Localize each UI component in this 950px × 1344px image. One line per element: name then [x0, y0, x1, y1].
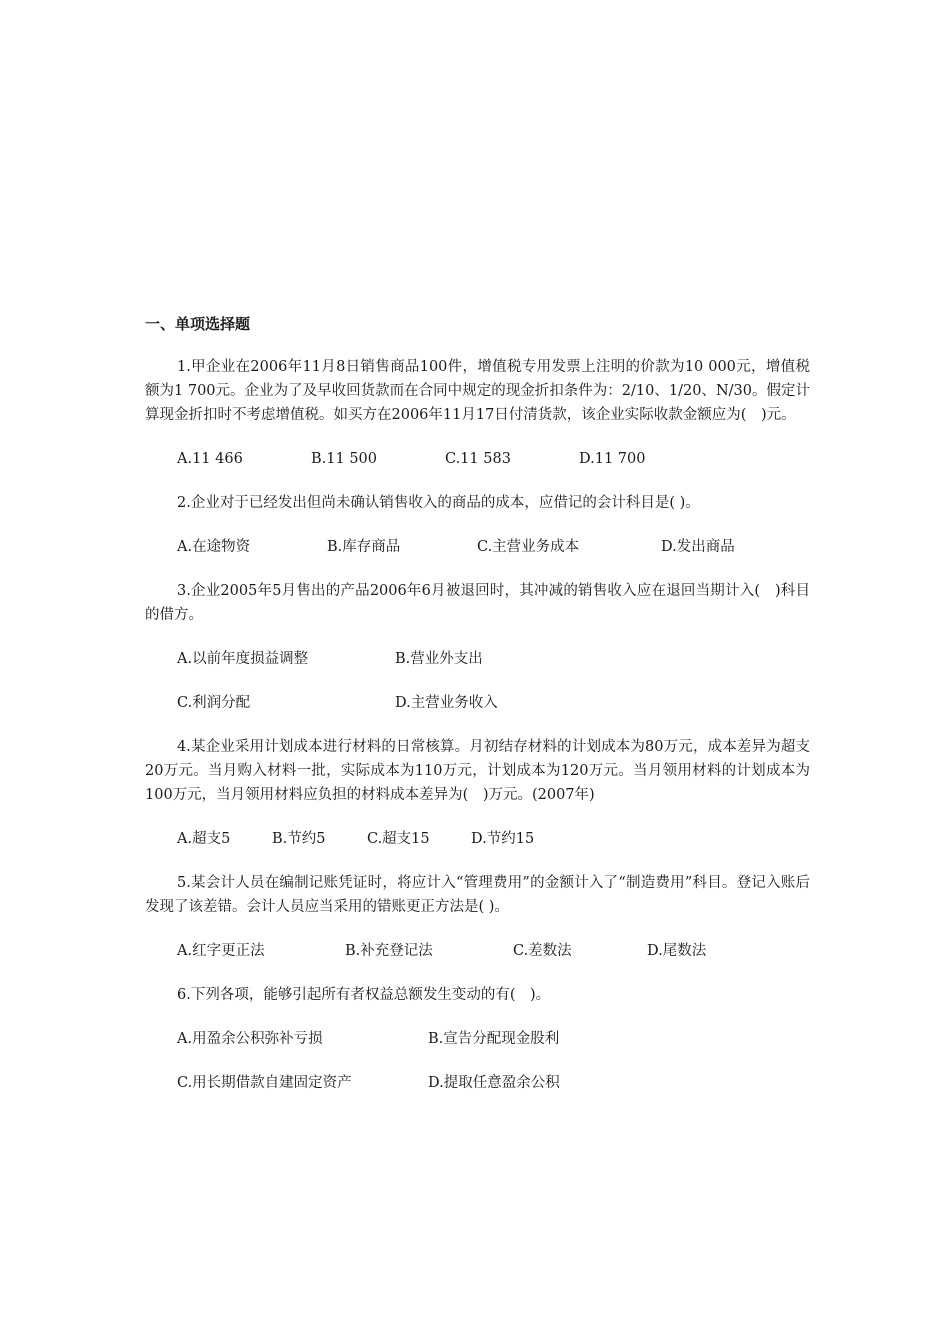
question-2: 2.企业对于已经发出但尚未确认销售收入的商品的成本，应借记的会计科目是( )。 — [177, 495, 700, 511]
question-5-option-d: D.尾数法 — [647, 943, 707, 959]
question-4-option-d: D.节约15 — [471, 831, 535, 847]
question-1: 1.甲企业在2006年11月8日销售商品100件，增值税专用发票上注明的价款为10 000元，增值税额为1 700元。企业为了及早收回货款而在合同中规定的现金折扣条件为：2/10、1/20、N/30。假定计算现金折扣时不考虑增值税。如买方在2006年11月17日付清货款，该企业实际收款金额应为( )元。 — [145, 359, 810, 423]
question-3: 3.企业2005年5月售出的产品2006年6月被退回时，其冲减的销售收入应在退回当期计入( )科目的借方。 — [145, 583, 810, 623]
question-3-option-b: B.营业外支出 — [395, 651, 483, 667]
question-5-option-a: A.红字更正法 — [177, 943, 265, 959]
question-1-option-a: A.11 466 — [177, 451, 243, 467]
question-6-option-b: B.宣告分配现金股利 — [428, 1031, 560, 1047]
question-2-option-a: A.在途物资 — [177, 539, 251, 555]
question-2-option-d: D.发出商品 — [661, 539, 735, 555]
question-1-option-d: D.11 700 — [579, 451, 646, 467]
question-3-options-row-2 — [177, 691, 810, 715]
document-body — [145, 313, 810, 1115]
section-title: 一、单项选择题 — [145, 315, 251, 333]
question-3-option-d: D.主营业务收入 — [395, 695, 498, 711]
question-5: 5.某会计人员在编制记账凭证时，将应计入“管理费用”的金额计入了“制造费用”科目。登记入账后发现了该差错。会计人员应当采用的错账更正方法是( )。 — [145, 875, 810, 915]
question-3-option-a: A.以前年度损益调整 — [177, 651, 309, 667]
question-2-options — [177, 535, 810, 559]
question-1-options — [177, 447, 810, 471]
question-6-options-row-1 — [177, 1027, 810, 1051]
question-6-option-c: C.用长期借款自建固定资产 — [177, 1075, 352, 1091]
question-1-option-b: B.11 500 — [311, 451, 378, 467]
question-5-option-b: B.补充登记法 — [345, 943, 433, 959]
question-5-option-c: C.差数法 — [513, 943, 572, 959]
question-6-options-row-2 — [177, 1071, 810, 1095]
question-6-option-d: D.提取任意盈余公积 — [428, 1075, 560, 1091]
question-4-option-b: B.节约5 — [272, 831, 326, 847]
question-4-options — [177, 827, 810, 851]
question-3-options-row-1 — [177, 647, 810, 671]
question-4-option-a: A.超支5 — [177, 831, 231, 847]
question-4: 4.某企业采用计划成本进行材料的日常核算。月初结存材料的计划成本为80万元，成本差异为超支20万元。当月购入材料一批，实际成本为110万元，计划成本为120万元。当月领用材料的计划成本为100万元，当月领用材料应负担的材料成本差异为( )万元。(2007年) — [145, 739, 810, 803]
question-4-option-c: C.超支15 — [367, 831, 430, 847]
question-2-option-c: C.主营业务成本 — [477, 539, 580, 555]
question-6-option-a: A.用盈余公积弥补亏损 — [177, 1031, 323, 1047]
question-5-options — [177, 939, 810, 963]
question-3-option-c: C.利润分配 — [177, 695, 251, 711]
question-1-option-c: C.11 583 — [445, 451, 511, 467]
question-6: 6.下列各项，能够引起所有者权益总额发生变动的有( )。 — [177, 987, 551, 1003]
question-2-option-b: B.库存商品 — [327, 539, 401, 555]
